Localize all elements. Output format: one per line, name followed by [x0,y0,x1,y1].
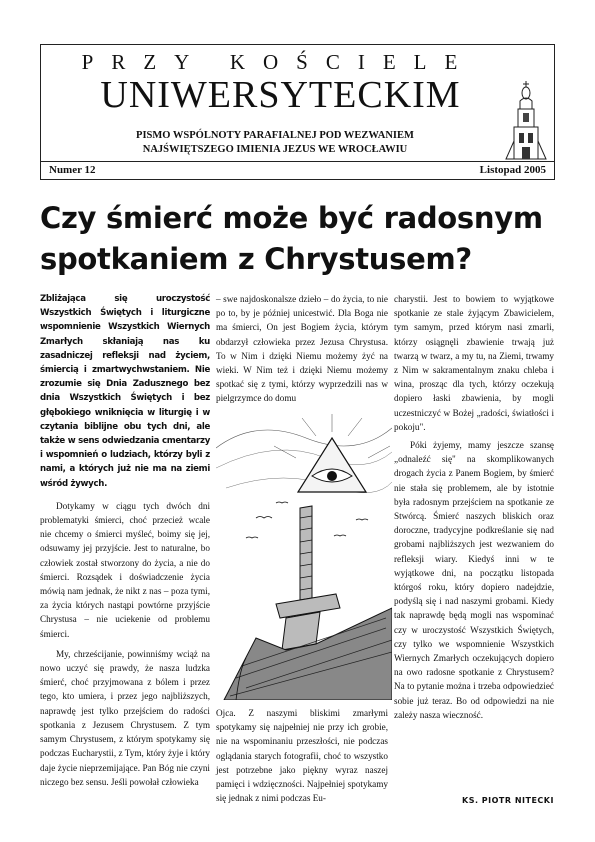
column-1-paragraph-2: My, chrześcijanie, powinniśmy wciąż na nowo uczyć się prawdy, że nasza ludzka śmierć, choć przyjmowana z bólem i przez tego, kto umiera, i przez jego najbliższych, naprawdę jest tylko przejściem do radości spotkania z Jezusem Chrystusem. Z tym samym Chrystusem, z którym spotykamy się podczas Eucharystii, z Tym, który żyje i który daje życie nieprzemijające. Pan Bóg nie czyni niczego bez sensu. Jeśli powołał człowieka [40,648,210,787]
article-author: KS. PIOTR NITECKI [462,796,554,805]
masthead-subtitle-line1: PISMO WSPÓLNOTY PARAFIALNEJ POD WEZWANIEM [136,130,414,141]
masthead-issue-bar [41,162,554,179]
church-tower-icon [504,79,548,161]
column-2-bottom [216,706,388,805]
masthead-line1: PRZY KOŚCIELE [81,50,476,74]
column-3-paragraph-1: charystii. Jest to bowiem to wyjątkowe spotkanie ze stale żyjącym Zbawicielem, tym samym, przed którym nasi zmarli, którzy osiągnęli zbawienie trwają już twarzą w twarz, a my tu, na Ziemi, trwamy z Nim w sakramentalnym znaku chleba i wina, prosząc dla tych, którzy oczekują dopiero łaski zbawienia, by mogli uczestniczyć w Bożej „radości, światłości i pokoju". [394,294,554,432]
masthead [40,44,555,180]
article-lead: Zbliżająca się uroczystość Wszystkich Świętych i liturgiczne wspomnienie Wszystkich Wiernych Zmarłych skłaniają nas ku zasadniczej refleksji nad życiem, śmiercią i zmartwychwstaniem. Nie zrozumie się Dnia Zadusznego bez dnia Wszystkich Świętych i bez głębokiego wniknięcia w liturgię i w czytania biblijne obu tych dni, ale także w sens odwiedzania cmentarzy i wspomnień o ludziach, którzy byli z nami, a których już nie ma na ziemi wśród żywych. [40,294,210,489]
column-3-paragraph-2: Póki żyjemy, mamy jeszcze szansę „odnaleźć się" na skomplikowanych drogach życia z Panem Bogiem, by śmierć nie stała się problemem, ale by istotnie była radosnym przejściem na spotkanie ze Stwórcą. Śmierć naszych bliskich oraz doroczne, tradycyjne podkreślanie się nad grobami najbliższych jest wezwaniem do refleksji wiary. Kiedyś inni w te wyjątkowe dni, na początku listopada którgoś roku, który dopiero nadejdzie, podyślą się i nad naszymi grobami. Kiedy tak naprawdę będą mogli nas wspominać czy w uroczystość Wszystkich Świętych, czy tylko we wspomnienie Wszystkich Wiernych Zmarłych oczekujących dopiero na owo radosne spotkanie z Chrystusem? Na to pytanie można i trzeba odpowiedzieć sobie już teraz. Bo od odpowiedzi na nie zależy nasza wieczność. [394,440,554,720]
issue-date: Listopad 2005 [479,164,546,176]
column-2-paragraph-bottom: Ojca. Z naszymi bliskimi zmarłymi spotykamy się najpełniej nie przy ich grobie, nie na wspominaniu przeszłości, nie podczas oglądania starych fotografii, choć to wszystko jest potrzebne jako piękny wyraz naszej pamięci i wdzięczności. Najpełniej spotykamy się jednak z nimi podczas Eu- [216,708,388,804]
masthead-title-area [41,45,554,162]
column-2-paragraph-top: – swe najdoskonalsze dzieło – do życia, to nie po to, by je później unicestwić. Dla Boga nie ma śmierci, On jest Bogiem życia, którym obdarzył człowieka przez Jezusa Chrystusa. To w Nim i dzięki Niemu możemy żyć na wieki. W Nim też i dzięki Niemu możemy spotkać się z tymi, którzy wyprzedzili nas w pielgrzymce do domu [216,294,388,404]
issue-number: Numer 12 [49,164,96,176]
masthead-line2: UNIWERSYTECKIM [100,74,461,116]
masthead-subtitle [55,129,495,157]
article-headline: Czy śmierć może być radosnym spotkaniem z Chrystusem? [40,201,543,276]
eye-of-god-staircase-illustration [216,408,392,700]
masthead-subtitle-line2: NAJŚWIĘTSZEGO IMIENIA JEZUS WE WROCŁAWIU [142,144,408,155]
column-3 [394,292,554,724]
column-1-paragraph-1: Dotykamy w ciągu tych dwóch dni problematyki śmierci, choć przecież wcale nie chcemy o śmierci myśleć, boimy się jej, odsuwamy jej przyjście. Jest to naturalne, bo człowiek został stworzony do życia, a nie do śmierci. Rozsądek i doświadczenie życia mówią nam jednak, że nikt z nas – poza tymi, za życia których nastąpi powtórne przyjście Chrystusa – nie uciekenie od problemu śmierci. [40,500,210,639]
column-1 [40,292,210,791]
column-2-top [216,292,388,408]
